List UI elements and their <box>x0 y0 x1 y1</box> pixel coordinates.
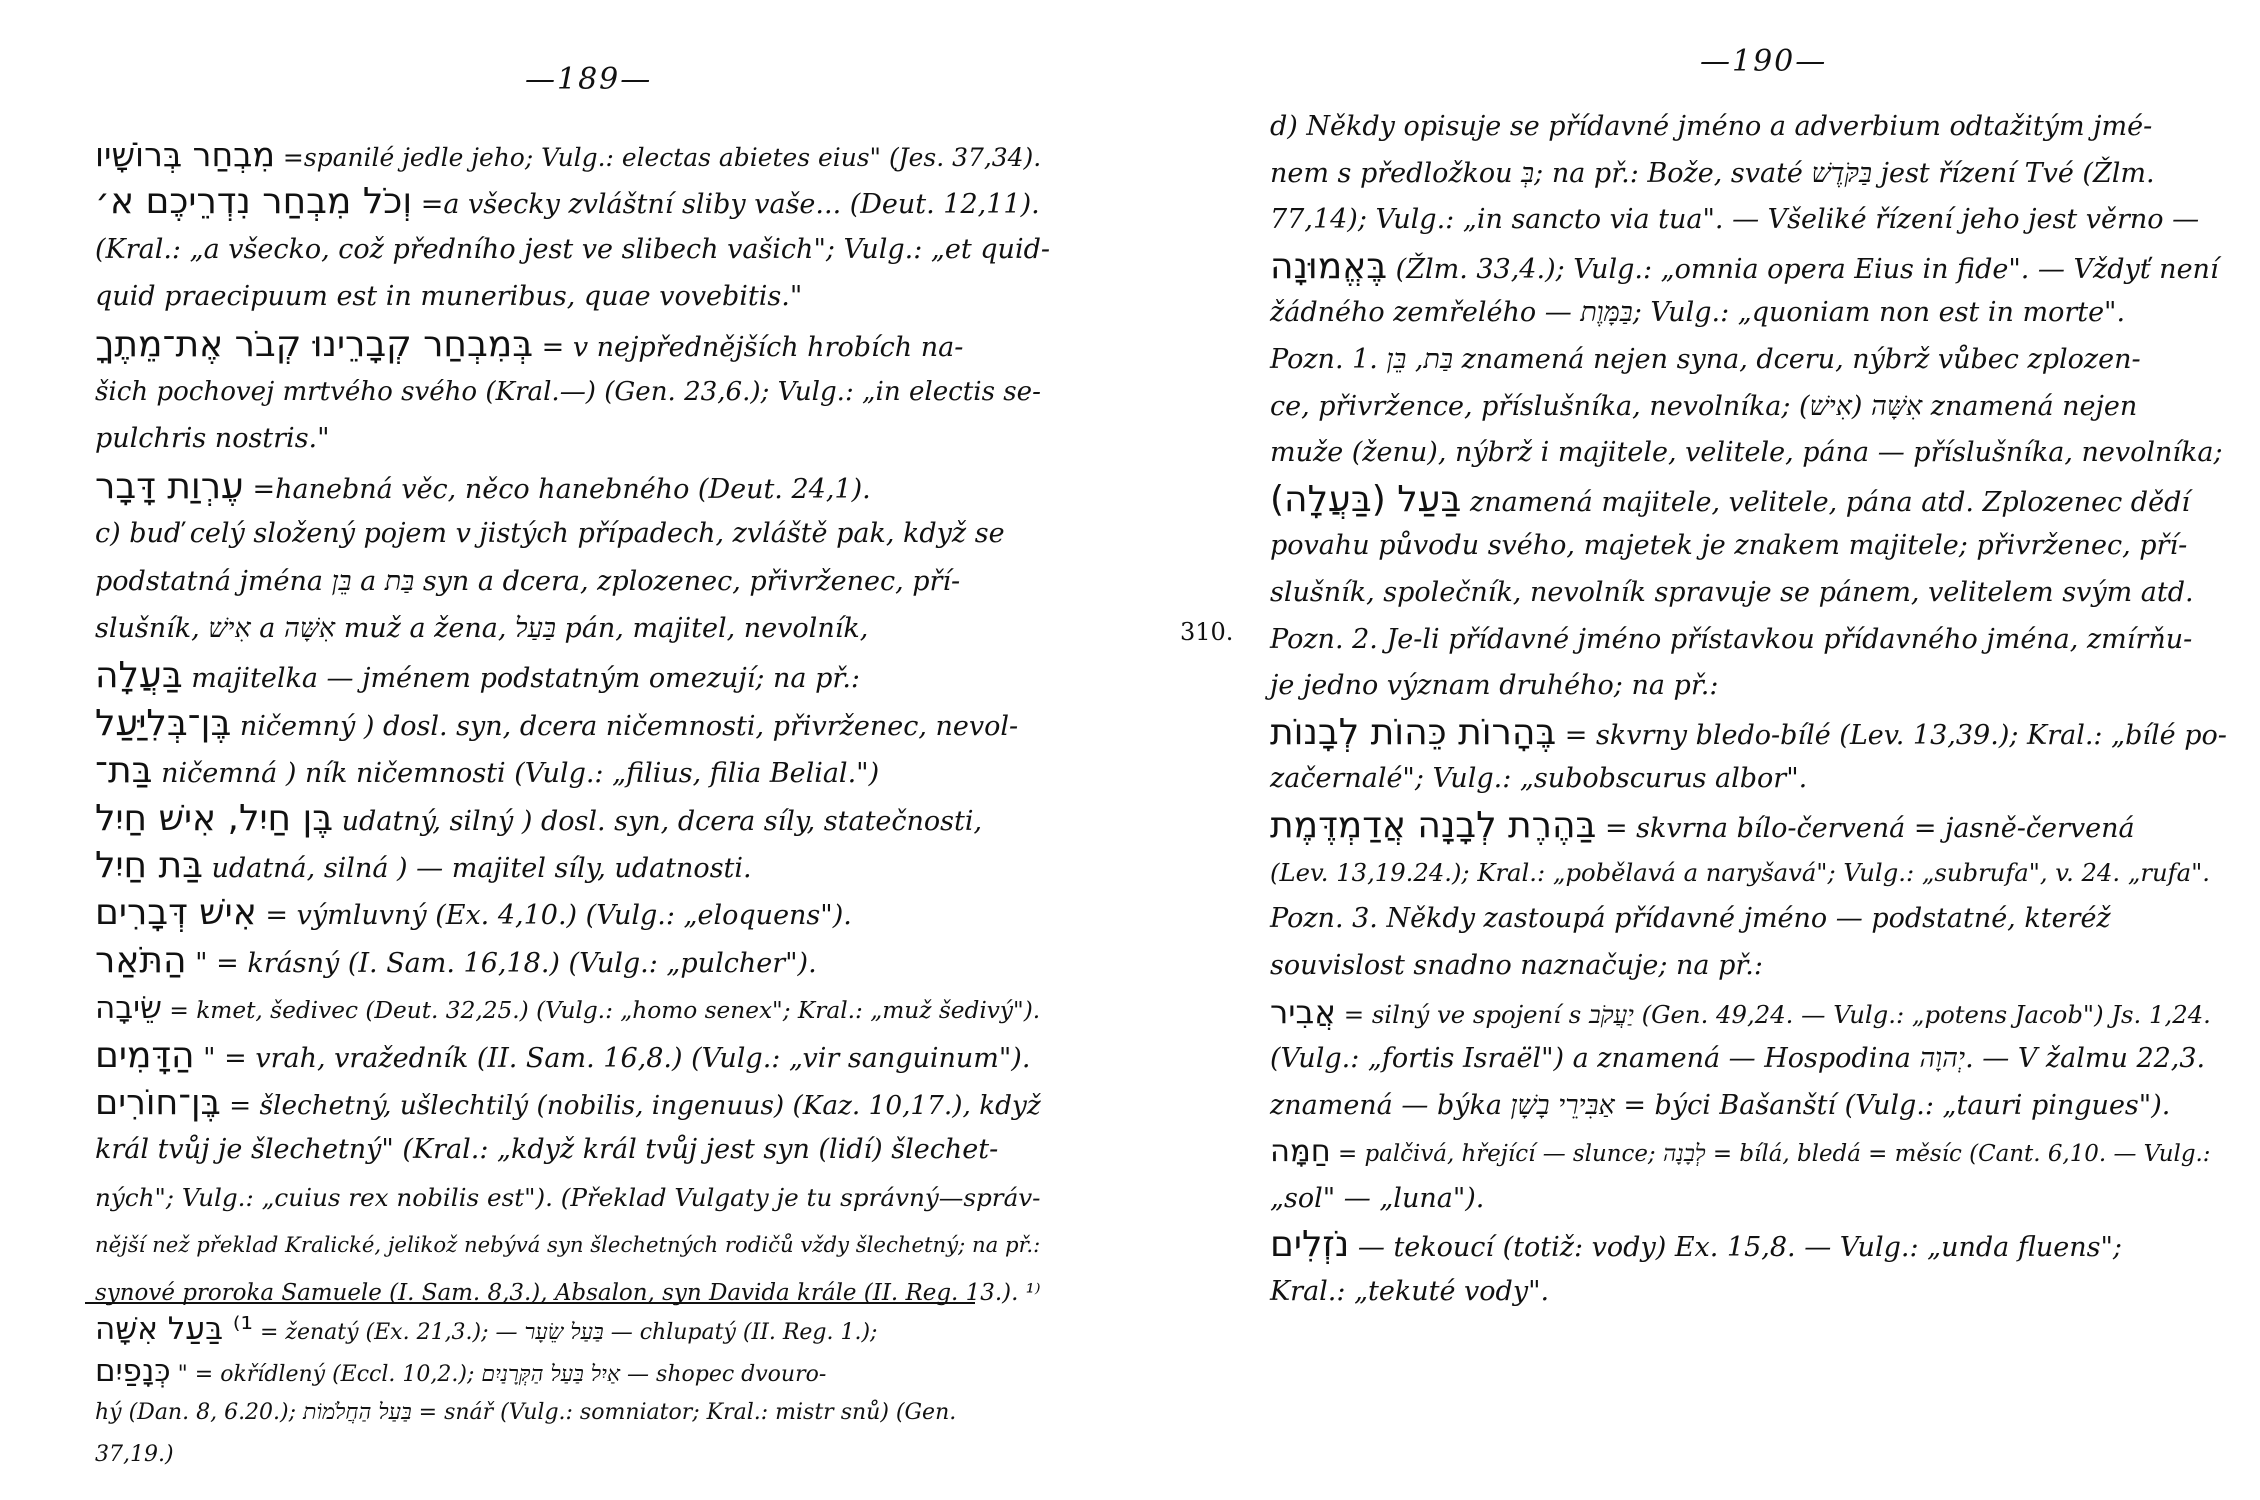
czech-text: je jedno význam druhého; na př.: <box>1270 670 1719 701</box>
czech-text: žádného zemřelého — בַּמָּוֶת; Vulg.: „quoniam non est in morte". <box>1270 297 2126 328</box>
czech-text: majitelka — jménem podstatným omezují; na př.: <box>191 663 860 694</box>
czech-text: začernalé"; Vulg.: „subobscurus albor". <box>1270 763 1808 794</box>
text-line <box>95 135 1042 175</box>
czech-text: slušník, אִישׁ a אִשָּׁה muž a žena, בַּעַל pán, majitel, nevolník, <box>95 613 869 644</box>
hebrew-text: שֵׂיבָה <box>95 990 163 1026</box>
text-line <box>1270 1275 1549 1309</box>
czech-text: ných"; Vulg.: „cuius rex nobilis est"). (Překlad Vulgaty je tu správný—správ- <box>95 1183 1041 1212</box>
hebrew-text: בֶּן־בְּלִיַּעַל <box>95 703 232 744</box>
hebrew-text: אִישׁ דְּבָרִים <box>95 892 257 933</box>
text-line <box>95 845 752 886</box>
czech-text: slušník, společník, nevolník spravuje se pánem, velitelem svým atd. <box>1270 577 2194 608</box>
text-line <box>95 233 1050 267</box>
czech-text: c) buď celý složený pojem v jistých případech, zvláště pak, když se <box>95 518 1005 549</box>
text-line <box>95 1276 1041 1310</box>
czech-text: pulchris nostris." <box>95 423 330 454</box>
text-line <box>1270 246 2219 287</box>
czech-text: = skvrny bledo-bílé (Lev. 13,39.); Kral.: „bílé po- <box>1564 720 2227 751</box>
text-line <box>1270 343 2141 377</box>
czech-text: souvislost snadno naznačuje; na př.: <box>1270 950 1763 981</box>
page-number: —190— <box>1700 44 1828 79</box>
czech-text: " = vrah, vražedník (II. Sam. 16,8.) (Vulg.: „vir sanguinum"). <box>203 1043 1031 1074</box>
czech-text: = palčivá, hřející — slunce; לְבָנָה = bílá, bledá = měsíc (Cant. 6,10. — Vulg.: <box>1338 1141 2211 1167</box>
czech-text: udatná, silná ) — majitel síly, udatnosti. <box>211 853 752 884</box>
czech-text: znamená — býka אַבִּירֵי בָשָׁן = býci Bašanští (Vulg.: „tauri pingues"). <box>1270 1090 2171 1121</box>
text-line <box>95 750 880 791</box>
hebrew-text: הַדָּמִים <box>95 1035 195 1076</box>
czech-text: 37,19.) <box>95 1442 174 1467</box>
text-line <box>1270 1182 1484 1216</box>
text-line <box>1270 805 2135 846</box>
hebrew-text: ¹⁾ בַּעַל אִשָּׁה <box>95 1311 253 1347</box>
czech-text: Kral.: „tekuté vody". <box>1270 1276 1550 1307</box>
czech-text: = skvrna bílo-červená = jasně-červená <box>1604 813 2135 844</box>
text-line <box>95 466 871 507</box>
text-line <box>1270 110 2152 144</box>
text-line <box>95 655 860 696</box>
text-line <box>1270 1135 2211 1171</box>
hebrew-text: בֶּן חַיִל, אִישׁ חַיִל <box>95 798 334 839</box>
text-line <box>95 798 983 839</box>
text-line <box>95 565 960 599</box>
text-line <box>95 280 802 314</box>
text-line <box>1270 1042 2205 1076</box>
czech-text: Pozn. 3. Někdy zastoupá přídavné jméno — podstatné, kteréž <box>1270 903 2111 934</box>
text-line <box>1270 576 2194 610</box>
footnote-line <box>95 1396 956 1430</box>
czech-text: hý (Dan. 8, 6.20.); בַּעַל הַחֲלֹמוֹת = snář (Vulg.: somniator; Kral.: mistr snů) (Gen. <box>95 1400 957 1425</box>
czech-text: ce, přivržence, příslušníka, nevolníka; אִשָּׁה (אִישׁ) znamená nejen <box>1270 391 2138 422</box>
text-line <box>1270 529 2187 563</box>
czech-text: (Lev. 13,19.24.); Kral.: „pobělavá a naryšavá"; Vulg.: „subrufa", v. 24. „rufa". <box>1270 858 2210 887</box>
text-line <box>1270 995 2211 1032</box>
hebrew-text: בְּמִבְחַר קְבָרֵינוּ קְבֹר אֶת־מֵתֶךָ <box>95 324 534 365</box>
text-line <box>1270 669 1718 703</box>
czech-text: (Vulg.: „fortis Israël") a znamená — Hospodina יְהוָה. — V žalmu 22,3. <box>1270 1043 2206 1074</box>
hebrew-text: בֶּהָרוֹת כֵּהוֹת לְבָנוֹת <box>1270 712 1557 753</box>
text-line <box>1270 1089 2170 1123</box>
czech-text: znamená majitele, velitele, pána atd. Zplozenec dědí <box>1469 487 2190 518</box>
text-line <box>1270 902 2111 936</box>
hebrew-text: וְכֹל מִבְחַר נִדְרֵיכֶם א׳ <box>95 181 413 222</box>
text-line <box>95 703 1019 744</box>
hebrew-text: בַּהֶרֶת לְבָנָה אֲדַמְדֶּמֶת <box>1270 805 1597 846</box>
czech-text: nem s předložkou בְּ; na př.: Bože, svaté בַּקֹּדֶשׁ jest řízení Tvé (Žlm. <box>1270 158 2155 189</box>
czech-text: Pozn. 1. בַּת, בֵּן znamená nejen syna, dceru, nýbrž vůbec zplozen- <box>1270 344 2141 375</box>
text-line <box>1270 296 2125 330</box>
czech-text: král tvůj je šlechetný" (Kral.: „když král tvůj jest syn (lidí) šlechet- <box>95 1134 999 1165</box>
czech-text: = v nejpřednějších hrobích na- <box>541 332 964 363</box>
text-line <box>95 1082 1041 1123</box>
text-line <box>95 181 1040 222</box>
text-line <box>1270 856 2210 890</box>
hebrew-text: בַּת חַיִל <box>95 845 203 886</box>
text-line <box>95 1181 1041 1215</box>
footnote-line <box>95 1438 174 1472</box>
text-line <box>95 991 1040 1028</box>
czech-text: d) Někdy opisuje se přídavné jméno a adverbium odtažitým jmé- <box>1270 111 2153 142</box>
hebrew-text: כְּנָפַיִם <box>95 1353 171 1389</box>
czech-text: = silný ve spojení s יַעֲקֹב (Gen. 49,24. — Vulg.: „potens Jacob") Js. 1,24. <box>1343 1000 2211 1029</box>
czech-text: — tekoucí (totiž: vody) Ex. 15,8. — Vulg.: „unda fluens"; <box>1357 1232 2122 1263</box>
czech-text: (Kral.: „a všecko, což předního jest ve slibech vašich"; Vulg.: „et quid- <box>95 234 1050 265</box>
text-line <box>95 517 1005 551</box>
czech-text: =hanebná věc, něco hanebného (Deut. 24,1). <box>252 474 871 505</box>
czech-text: =spanilé jedle jeho; Vulg.: electas abietes eius" (Jes. 37,34). <box>282 143 1042 172</box>
czech-text: =a všecky zvláštní sliby vaše... (Deut. 12,11). <box>420 189 1040 220</box>
text-line <box>1270 157 2155 191</box>
hebrew-text: בֶּאֱמוּנָה <box>1270 246 1388 287</box>
czech-text: muže (ženu), nýbrž i majitele, velitele, pána — příslušníka, nevolníka; <box>1270 437 2223 468</box>
hebrew-text: מִבְחַר בְּרוֹשָׁיו <box>95 135 275 174</box>
czech-text: " = okřídlený (Eccl. 10,2.); אַיִל בַּעַל הַקְּרָנַיִם — shopec dvourо- <box>177 1362 827 1387</box>
czech-text: ničemná ) ník ničemnosti (Vulg.: „filius, filia Belial.") <box>161 758 880 789</box>
text-line <box>95 1035 1031 1076</box>
text-line <box>95 940 817 981</box>
czech-text: 77,14); Vulg.: „in sancto via tua". — Všeliké řízení jeho jest věrno — <box>1270 204 2200 235</box>
hebrew-text: עֶרְוַת דָּבָר <box>95 466 244 507</box>
text-line <box>1270 436 2223 470</box>
czech-text: povahu původu svého, majetek je znakem majitele; přivrženec, pří- <box>1270 530 2188 561</box>
text-line <box>95 892 852 933</box>
czech-text: = kmet, šedivec (Deut. 32,25.) (Vulg.: „homo senex"; Kral.: „muž šedivý"). <box>169 997 1041 1024</box>
hebrew-text: אֲבִיר <box>1270 993 1336 1031</box>
czech-text: synové proroka Samuele (I. Sam. 8,3.), Absalon, syn Davida krále (II. Reg. 13.). ¹⁾ <box>95 1280 1041 1306</box>
footnote-line <box>95 1354 826 1392</box>
czech-text: = ženatý (Ex. 21,3.); — בַּעַל שֵׂעָר — chlupatý (II. Reg. 1.); <box>259 1320 878 1345</box>
hebrew-text: בַּת־ <box>95 750 153 791</box>
margin-section-number: 310. <box>1180 618 1234 646</box>
text-line <box>95 1228 1040 1262</box>
czech-text: Pozn. 2. Je-li přídavné jméno přístavkou přídavného jména, zmírňu- <box>1270 624 2193 655</box>
text-line <box>1270 949 1763 983</box>
hebrew-text: הַתֹּאַר <box>95 940 187 981</box>
czech-text: nější než překlad Kralické, jelikož nebývá syn šlechetných rodičů vždy šlechetný; na př.: <box>95 1232 1041 1257</box>
text-line <box>95 375 1041 409</box>
text-line <box>1270 623 2192 657</box>
page-number: —189— <box>525 62 653 97</box>
hebrew-text: בַּעַל (בַּעֲלָה) <box>1270 479 1462 520</box>
czech-text: „sol" — „luna"). <box>1270 1183 1485 1214</box>
czech-text: udatný, silný ) dosl. syn, dcera síly, statečnosti, <box>341 806 983 837</box>
text-line <box>1270 479 2190 520</box>
text-line <box>1270 203 2199 237</box>
hebrew-text: חַמָּה <box>1270 1134 1331 1169</box>
text-line <box>95 612 868 646</box>
text-line <box>95 324 964 365</box>
text-line <box>1270 390 2137 424</box>
hebrew-text: בַּעֲלָה <box>95 655 183 696</box>
right-page <box>1130 0 2260 1500</box>
czech-text: = výmluvný (Ex. 4,10.) (Vulg.: „eloquens"). <box>265 900 852 931</box>
czech-text: ničemný ) dosl. syn, dcera ničemnosti, přivrženec, nevol- <box>239 711 1019 742</box>
footnote-divider <box>85 1302 975 1304</box>
footnote-line <box>95 1312 877 1350</box>
text-line <box>1270 762 1807 796</box>
hebrew-text: בֶּן־חוֹרִים <box>95 1082 221 1123</box>
czech-text: quid praecipuum est in muneribus, quae vovebitis." <box>95 281 803 312</box>
text-line <box>1270 1224 2122 1265</box>
czech-text: " = krásný (I. Sam. 16,18.) (Vulg.: „pulcher"). <box>195 948 817 979</box>
hebrew-text: נֹזְלִים <box>1270 1224 1350 1265</box>
text-line <box>1270 712 2227 753</box>
czech-text: podstatná jména בֵּן a בַּת syn a dcera, zplozenec, přivrženec, pří- <box>95 566 961 597</box>
czech-text: (Žlm. 33,4.); Vulg.: „omnia opera Eius in fide". — Vždyť není <box>1395 254 2219 285</box>
text-line <box>95 422 330 456</box>
text-line <box>95 1133 998 1167</box>
czech-text: = šlechetný, ušlechtilý (nobilis, ingenuus) (Kaz. 10,17.), když <box>229 1091 1041 1121</box>
czech-text: šich pochovej mrtvého svého (Kral.—) (Gen. 23,6.); Vulg.: „in electis se- <box>95 377 1041 407</box>
